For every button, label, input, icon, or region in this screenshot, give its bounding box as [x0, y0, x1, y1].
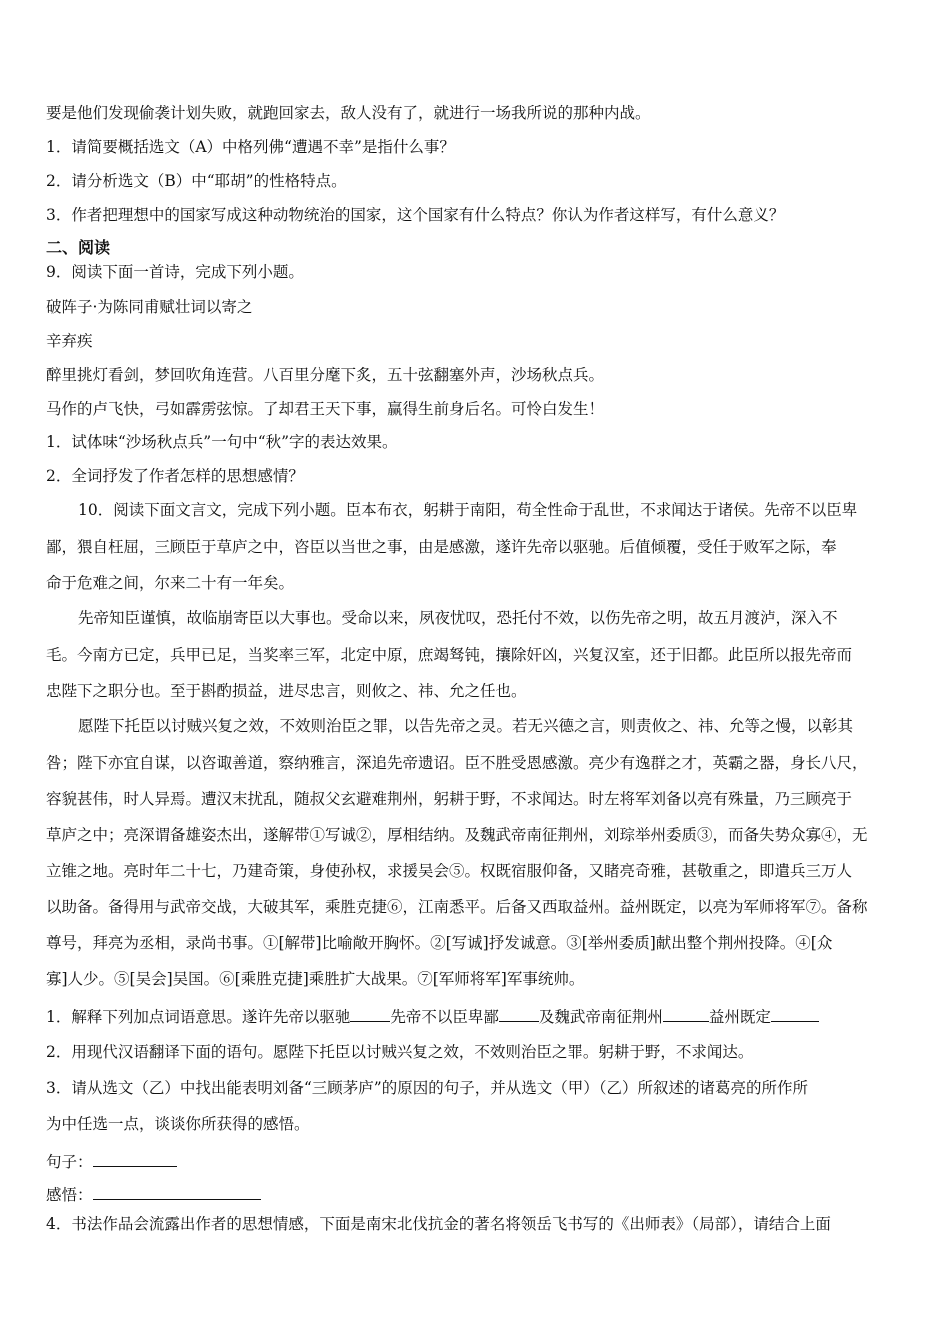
- passage-line: 先帝知臣谨慎，故临崩寄臣以大事也。受命以来，夙夜忧叹，恐托付不效，以伤先帝之明，故五月渡泸，深入不: [78, 609, 838, 627]
- question-10-3: 3．请从选文（乙）中找出能表明刘备“三顾茅庐”的原因的句子，并从选文（甲）（乙）所叙述的诸葛亮的所作所: [46, 1079, 808, 1097]
- answer-blank[interactable]: [663, 1005, 709, 1022]
- text-line: 要是他们发现偷袭计划失败，就跑回家去，敌人没有了，就进行一场我所说的那种内战。: [46, 104, 651, 122]
- answer-blank[interactable]: [771, 1005, 819, 1022]
- passage-line: 尊号，拜亮为丞相，录尚书事。①[解带]比喻敞开胸怀。②[写诚]抒发诚意。③[举州委质]献出整个荆州投降。④[众: [46, 934, 833, 952]
- poem-title: 破阵子·为陈同甫赋壮词以寄之: [46, 298, 253, 316]
- question-9-2: 2．全词抒发了作者怎样的思想感情？: [46, 467, 304, 485]
- answer-label: 感悟：: [46, 1186, 93, 1204]
- answer-insight-row: [46, 1183, 261, 1205]
- question-text: 1．解释下列加点词语意思。遂许先帝以驱驰: [46, 1008, 351, 1026]
- question-9-intro: 9．阅读下面一首诗，完成下列小题。: [46, 263, 304, 281]
- sentence-blank[interactable]: [93, 1150, 177, 1167]
- passage-line: 以助备。备得用与武帝交战，大破其军，乘胜克捷⑥，江南悉平。后备又西取益州。益州既定，以亮为军师将军⑦。备称: [46, 898, 868, 916]
- poem-line: 醉里挑灯看剑，梦回吹角连营。八百里分麾下炙，五十弦翻塞外声，沙场秋点兵。: [46, 366, 605, 384]
- answer-blank[interactable]: [350, 1005, 390, 1022]
- question-text: 先帝不以臣卑鄙: [390, 1008, 499, 1026]
- question-10-2: 2．用现代汉语翻译下面的语句。愿陛下托臣以讨贼兴复之效，不效则治臣之罪。躬耕于野，不求闻达。: [46, 1043, 754, 1061]
- question-10-4: 4．书法作品会流露出作者的思想情感，下面是南宋北伐抗金的著名将领岳飞书写的《出师表》（局部），请结合上面: [46, 1215, 831, 1233]
- passage-line: 寡]人少。⑤[吴会]吴国。⑥[乘胜克捷]乘胜扩大战果。⑦[军师将军]军事统帅。: [46, 970, 585, 988]
- passage-line: 10．阅读下面文言文，完成下列小题。臣本布衣，躬耕于南阳，苟全性命于乱世，不求闻达于诸侯。先帝不以臣卑: [78, 501, 858, 519]
- question-9-1: 1．试体味“沙场秋点兵”一句中“秋”字的表达效果。: [46, 433, 398, 451]
- answer-sentence-row: [46, 1150, 177, 1172]
- poem-line: 马作的卢飞快，弓如霹雳弦惊。了却君王天下事，赢得生前身后名。可怜白发生！: [46, 400, 605, 418]
- passage-line: 咎；陛下亦宜自谋，以咨诹善道，察纳雅言，深追先帝遗诏。臣不胜受恩感激。亮少有逸群之才，英霸之器，身长八尺，: [46, 754, 868, 772]
- question-2: 2．请分析选文（B）中“耶胡”的性格特点。: [46, 172, 347, 190]
- passage-line: 立锥之地。亮时年二十七，乃建奇策，身使孙权，求援吴会⑤。权既宿服仰备，又睹亮奇雅，甚敬重之，即遣兵三万人: [46, 862, 853, 880]
- passage-line: 愿陛下托臣以讨贼兴复之效，不效则治臣之罪，以告先帝之灵。若无兴德之言，则责攸之、祎、允等之慢，以彰其: [78, 717, 854, 735]
- passage-line: 毛。今南方已定，兵甲已足，当奖率三军，北定中原，庶竭驽钝，攘除奸凶，兴复汉室，还于旧都。此臣所以报先帝而: [46, 646, 853, 664]
- passage-line: 忠陛下之职分也。至于斟酌损益，进尽忠言，则攸之、祎、允之任也。: [46, 682, 527, 700]
- insight-blank[interactable]: [93, 1183, 261, 1200]
- question-text: 及魏武帝南征荆州: [538, 1008, 663, 1026]
- answer-label: 句子：: [46, 1153, 93, 1171]
- question-1: 1．请简要概括选文（A）中格列佛“遭遇不幸”是指什么事？: [46, 138, 455, 156]
- passage-line: 鄙，猥自枉屈，三顾臣于草庐之中，咨臣以当世之事，由是感激，遂许先帝以驱驰。后值倾覆，受任于败军之际，奉: [46, 538, 837, 556]
- answer-blank[interactable]: [499, 1005, 539, 1022]
- poem-author: 辛弃疾: [46, 332, 93, 350]
- question-10-1: [46, 1005, 819, 1027]
- question-10-3-cont: 为中任选一点，谈谈你所获得的感悟。: [46, 1115, 310, 1133]
- question-3: 3．作者把理想中的国家写成这种动物统治的国家，这个国家有什么特点？你认为作者这样写，有什么意义？: [46, 206, 785, 224]
- question-text: 益州既定: [708, 1008, 771, 1026]
- section-heading: 二、阅读: [46, 238, 111, 257]
- passage-line: 草庐之中；亮深谓备雄姿杰出，遂解带①写诚②，厚相结纳。及魏武帝南征荆州，刘琮举州委质③，而备失势众寡④，无: [46, 826, 868, 844]
- passage-line: 容貌甚伟，时人异焉。遭汉末扰乱，随叔父玄避难荆州，躬耕于野，不求闻达。时左将军刘备以亮有殊量，乃三顾亮于: [46, 790, 853, 808]
- passage-line: 命于危难之间，尔来二十有一年矣。: [46, 574, 295, 592]
